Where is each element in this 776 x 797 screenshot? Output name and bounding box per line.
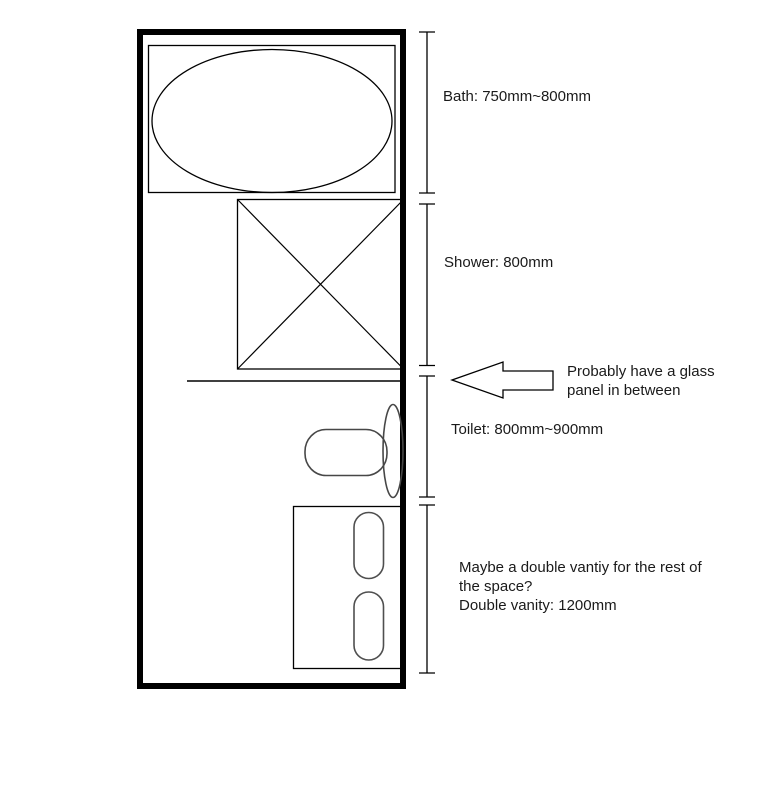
- left-block-arrow-icon: [452, 362, 553, 398]
- vanity-sink-bottom: [354, 592, 384, 660]
- vanity-annotation: [459, 558, 707, 615]
- shower-dimension-label: Shower: 800mm: [444, 254, 554, 271]
- vanity-question: Maybe a double vantiy for the rest of the space?: [459, 559, 702, 595]
- bath-dimension-label: Bath: 750mm~800mm: [443, 88, 591, 105]
- dimension-line-shower: [419, 204, 435, 366]
- dimension-line-vanity: [419, 505, 435, 673]
- room-wall-outline: [140, 32, 403, 686]
- vanity-dimension-label: Double vanity: 1200mm: [459, 597, 617, 614]
- toilet-dimension-label: Toilet: 800mm~900mm: [451, 421, 604, 438]
- vanity-counter: [294, 507, 402, 669]
- vanity-sink-top: [354, 513, 384, 579]
- glass-panel-note: Probably have a glass panel in between: [567, 363, 715, 399]
- toilet-bowl: [305, 430, 387, 476]
- dimension-line-toilet: [419, 376, 435, 497]
- bathtub-oval: [152, 50, 392, 193]
- dimension-line-bath: [419, 32, 435, 193]
